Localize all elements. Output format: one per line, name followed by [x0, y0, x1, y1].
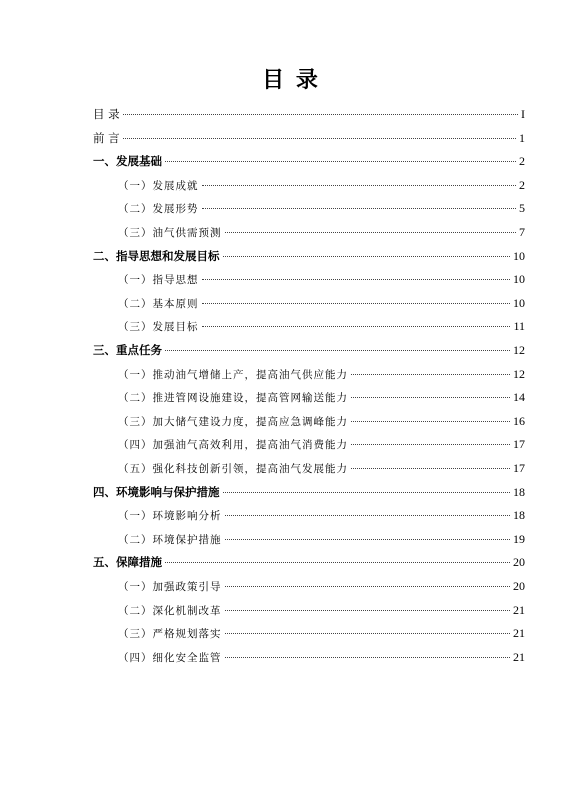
toc-entry-page-number: I	[521, 107, 525, 121]
toc-entry-label: （三）油气供需预测	[118, 227, 222, 239]
dot-leader	[223, 492, 511, 493]
toc-entry-label: （一）环境影响分析	[118, 510, 222, 523]
toc-entry-page-number: 1	[519, 130, 525, 145]
dot-leader	[225, 232, 517, 233]
toc-entry-page-number: 18	[513, 484, 525, 499]
toc-entry[interactable]	[93, 129, 525, 147]
toc-entry-page-number: 7	[519, 225, 525, 239]
toc-entry[interactable]	[118, 506, 525, 524]
toc-entry[interactable]	[118, 459, 525, 477]
dot-leader	[225, 586, 511, 587]
toc-entry-label: 四、环境影响与保护措施	[93, 484, 220, 499]
dot-leader	[351, 421, 510, 422]
dot-leader	[165, 562, 510, 563]
toc-entry-page-number: 12	[513, 343, 525, 357]
toc-entry[interactable]	[118, 412, 525, 430]
toc-entry-label: （三）发展目标	[118, 321, 199, 334]
dot-leader	[165, 350, 510, 351]
toc-entry-label: （四）加强油气高效利用，提高油气消费能力	[118, 439, 348, 452]
dot-leader	[123, 138, 516, 139]
toc-entry-page-number: 10	[513, 272, 525, 287]
toc-entry[interactable]	[118, 176, 525, 194]
toc-entry-label: （二）深化机制改革	[118, 604, 222, 617]
toc-entry[interactable]	[118, 365, 525, 383]
dot-leader	[225, 633, 511, 634]
toc-entry-page-number: 5	[519, 201, 525, 216]
toc-entry-label: 二、指导思想和发展目标	[93, 248, 220, 263]
dot-leader	[225, 657, 511, 658]
toc-entry-page-number: 17	[513, 437, 525, 452]
toc-entry-page-number: 21	[513, 649, 525, 664]
dot-leader	[123, 114, 518, 115]
toc-entry[interactable]	[93, 483, 525, 501]
toc-entry-label: （二）环境保护措施	[118, 533, 222, 546]
toc-entry[interactable]	[93, 152, 525, 170]
dot-leader	[202, 326, 511, 327]
toc-entry-page-number: 21	[513, 626, 525, 641]
toc-entry-label: 一、发展基础	[93, 154, 162, 169]
toc-entry-label: （一）发展成就	[118, 179, 199, 192]
dot-leader	[202, 185, 517, 186]
toc-entry-label: 五、保障措施	[93, 555, 162, 570]
toc-entry[interactable]	[118, 223, 525, 241]
toc-entry-label: （二）推进管网设施建设，提高管网输送能力	[118, 392, 348, 405]
dot-leader	[202, 208, 517, 209]
toc-entry[interactable]	[118, 577, 525, 595]
dot-leader	[351, 468, 510, 469]
toc-entry-page-number: 12	[513, 366, 525, 381]
toc-entry[interactable]	[118, 435, 525, 453]
toc-entry-page-number: 20	[513, 579, 525, 593]
toc-entry[interactable]	[118, 199, 525, 217]
toc-entry-page-number: 11	[513, 319, 525, 334]
toc-entry[interactable]	[118, 317, 525, 335]
toc-entry[interactable]	[118, 270, 525, 288]
dot-leader	[225, 515, 511, 516]
dot-leader	[223, 256, 511, 257]
toc-entry-page-number: 18	[513, 508, 525, 523]
toc-entry-page-number: 10	[513, 248, 525, 263]
dot-leader	[225, 610, 511, 611]
toc-entry-label: 前 言	[93, 130, 120, 145]
toc-entry-page-number: 17	[513, 461, 525, 475]
toc-entry-label: （三）严格规划落实	[118, 628, 222, 641]
toc-entry[interactable]	[93, 247, 525, 265]
toc-entry-label: （一）指导思想	[118, 274, 199, 287]
toc-entry-page-number: 2	[519, 154, 525, 169]
toc-entry[interactable]	[118, 388, 525, 406]
toc-entry[interactable]	[118, 624, 525, 642]
dot-leader	[351, 374, 510, 375]
toc-entry-page-number: 16	[513, 413, 525, 428]
toc-entry[interactable]	[118, 294, 525, 312]
toc-entry-label: （二）发展形势	[118, 203, 199, 216]
toc-entry-page-number: 19	[513, 531, 525, 546]
toc-entry[interactable]	[93, 105, 525, 123]
toc-entry[interactable]	[118, 648, 525, 666]
toc-entry-label: 目 录	[93, 107, 120, 121]
dot-leader	[202, 303, 511, 304]
toc-entry-label: 三、重点任务	[93, 343, 162, 357]
toc-entry-page-number: 2	[519, 177, 525, 192]
toc-entry-label: （四）细化安全监管	[118, 651, 222, 664]
toc-entry-page-number: 10	[513, 295, 525, 310]
toc-entry[interactable]	[118, 601, 525, 619]
toc-entry-label: （一）推动油气增储上产，提高油气供应能力	[118, 368, 348, 381]
toc-entry-label: （三）加大储气建设力度，提高应急调峰能力	[118, 415, 348, 428]
dot-leader	[351, 444, 510, 445]
dot-leader	[202, 279, 511, 280]
dot-leader	[225, 539, 511, 540]
toc-entry-label: （五）强化科技创新引领，提高油气发展能力	[118, 463, 348, 475]
toc-entry-page-number: 14	[513, 390, 525, 405]
dot-leader	[351, 397, 510, 398]
page-title: 目 录	[262, 67, 320, 93]
toc-entry-label: （二）基本原则	[118, 297, 199, 310]
toc-entry-page-number: 21	[513, 602, 525, 617]
toc-entry[interactable]	[93, 341, 525, 359]
toc-entry-label: （一）加强政策引导	[118, 581, 222, 593]
toc-entry[interactable]	[93, 553, 525, 571]
toc-entry-page-number: 20	[513, 555, 525, 570]
dot-leader	[165, 161, 516, 162]
toc-entry[interactable]	[118, 530, 525, 548]
